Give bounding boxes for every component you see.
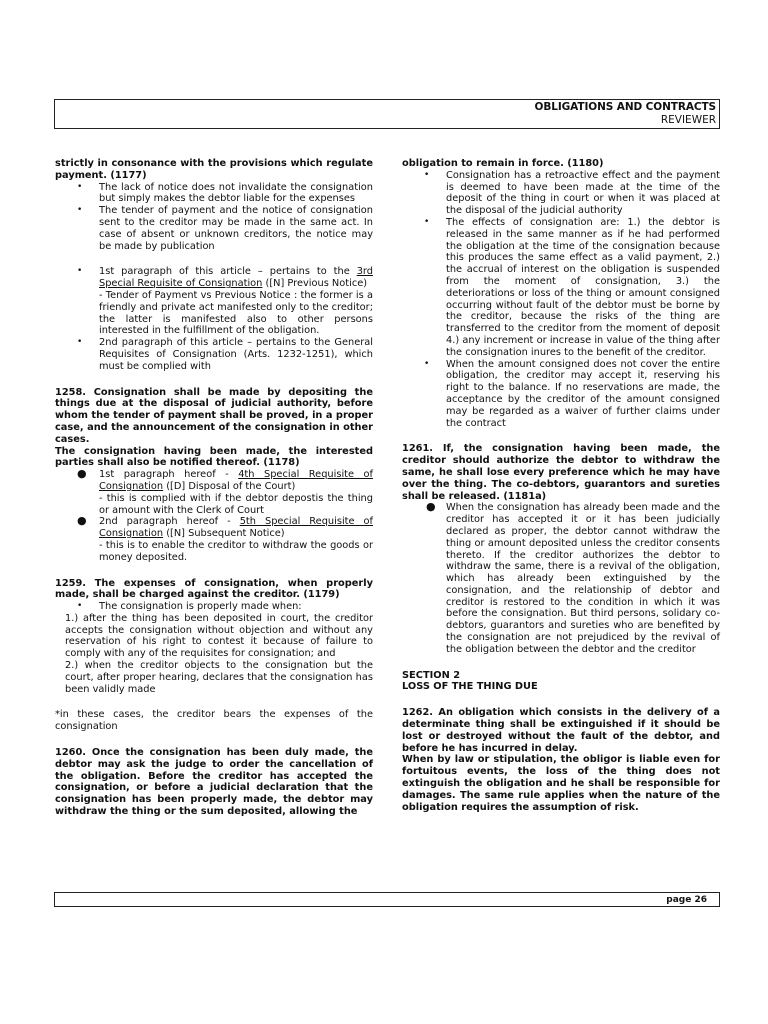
list-item: • The tender of payment and the notice of consignation sent to the creditor may be made in the same act. In case of absent or unknown creditors, the notice may be made by publication [77,205,373,252]
list-item: ● 1st paragraph hereof - 4th Special Requisite of Consignation ([D] Disposal of the Court) - this is complied with if the debtor depostis the thing or amount with the Clerk of Court [77,467,373,516]
list-item: • 1st paragraph of this article – pertains to the 3rd Special Requisite of Consignation ([N] Previous Notice) - Tender of Payment vs Previous Notice : the former is a friendly and private act manifested only to the creditor; the latter is manifested also to other persons interested in the fulfillment of the obligation. [77,266,373,337]
article-1258: 1258. Consignation shall be made by depositing the things due at the disposal of judicial authority, before whom the tender of payment shall be proved, in a proper case, and the announcement of the consignation in other cases. [55,386,373,445]
requisite-link: 4th Special Requisite of Consignation [99,469,373,492]
note-text: *in these cases, the creditor bears the expenses of the consignation [55,709,373,733]
article-1262-paragraph-2: When by law or stipulation, the obligor is liable even for fortuitous events, the loss of the thing does not extinguish the obligation and he shall be responsible for damages. The same rule applies when the nature of the obligation requires the assumption of risk. [402,754,720,813]
bullet-icon: • [77,266,83,277]
list-item: • When the amount consigned does not cover the entire obligation, the creditor may accept it, reserving his right to the balance. If no reservations are made, the acceptance by the creditor of the amount consigned may be regarded as a waiver of further claims under the contract [424,358,720,429]
bullet-list [55,266,373,372]
bullet-icon: • [424,358,430,369]
bullet-icon: • [77,601,83,612]
page-footer [54,892,720,907]
bullet-icon: ● [426,500,436,514]
header-subtitle: REVIEWER [660,114,716,126]
list-item: • Consignation has a retroactive effect and the payment is deemed to have been made at the time of the deposit of the thing in court or when it was placed at the disposal of the judicial authority [424,169,720,217]
bullet-list [402,502,720,655]
bullet-icon: • [77,205,83,216]
bullet-list [55,601,373,613]
list-item: • The consignation is properly made when: [77,601,302,613]
header-title: OBLIGATIONS AND CONTRACTS [534,101,716,113]
section-number: SECTION 2 [402,669,461,681]
requisite-link: 5th Special Requisite of Consignation [99,516,374,540]
bullet-icon: • [424,169,430,180]
condition-1: 1.) after the thing has been deposited in court, the creditor accepts the consignation without objection and without any reservation of his right to contest it because of failure to comply with any of the requisites for consignation; and [65,612,373,660]
list-item: • The lack of notice does not invalidate the consignation but simply makes the debtor liable for the expenses [77,181,373,205]
bullet-icon: • [424,216,430,227]
article-1262: 1262. An obligation which consists in the delivery of a determinate thing shall be extinguished if it should be lost or destroyed without the fault of the debtor, and before he has incurred in delay. [402,707,720,754]
continued-text: obligation to remain in force. (1180) [402,158,604,169]
right-column [402,158,720,813]
list-item: • 2nd paragraph of this article – pertains to the General Requisites of Consignation (Arts. 1232-1251), which must be complied with [77,337,373,372]
bullet-icon: • [77,181,83,192]
bullet-icon: • [77,337,83,348]
article-1260: 1260. Once the consignation has been duly made, the debtor may ask the judge to order the cancellation of the obligation. Before the creditor has accepted the consignation, or before a judicial declaration that the consignation has been properly made, the debtor may withdraw the thing or the sum deposited, allowing the [55,747,373,818]
article-1259: 1259. The expenses of consignation, when properly made, shall be charged against the creditor. (1179) [55,577,373,601]
section-title: LOSS OF THE THING DUE [402,681,538,693]
list-item: ● When the consignation has already been made and the creditor has accepted it or it has been judicially declared as proper, the debtor cannot withdraw the thing or amount deposited unless the creditor consents thereto. If the creditor authorizes the debtor to withdraw the same, there is a revival of the obligation, which has already been extinguished by the consignation, and the relationship of debtor and creditor is restored to the condition in which it was before the consignation. But third persons, solidary co-debtors, guarantors and sureties who are benefited by the consignation are not prejudiced by the revival of the obligation between the debtor and the creditor [426,500,720,655]
list-item: ● 2nd paragraph hereof - 5th Special Requisite of Consignation ([N] Subsequent Notice) - this is to enable the creditor to withdraw the goods or money deposited. [77,514,374,563]
page-number: page 26 [666,895,707,905]
intro-text: strictly in consonance with the provisions which regulate payment. (1177) [55,158,373,181]
article-1261: 1261. If, the consignation having been made, the creditor should authorize the debtor to withdraw the same, he shall lose every preference which he may have over the thing. The co-debtors, guarantors and sureties shall be released. (1181a) [402,443,720,502]
bullet-list [402,170,720,430]
left-column [55,158,373,818]
condition-2: 2.) when the creditor objects to the consignation but the court, after proper hearing, declares that the consignation has been validly made [65,660,373,695]
article-1258-paragraph-2: The consignation having been made, the interested parties shall also be notified thereof. (1178) [55,445,373,469]
bullet-icon: ● [77,467,87,481]
bullet-icon: ● [77,514,87,528]
bullet-list [55,469,373,563]
list-item: • The effects of consignation are: 1.) the debtor is released in the same manner as if he had performed the obligation at the time of the consignation because this produces the same effect as a valid payment, 2.) the accrual of interest on the obligation is suspended from the moment of consignation, 3.) the deteriorations or loss of the thing or amount consigned occurring without fault of the debtor must be borne by the creditor, because the risks of the thing are transferred to the creditor from the moment of deposit 4.) any increment or increase in value of the thing after the consignation inures to the benefit of the creditor. [424,216,720,358]
requisite-link: 3rd Special Requisite of Consignation [99,266,373,290]
bullet-list [55,182,373,253]
page-header [54,99,720,129]
